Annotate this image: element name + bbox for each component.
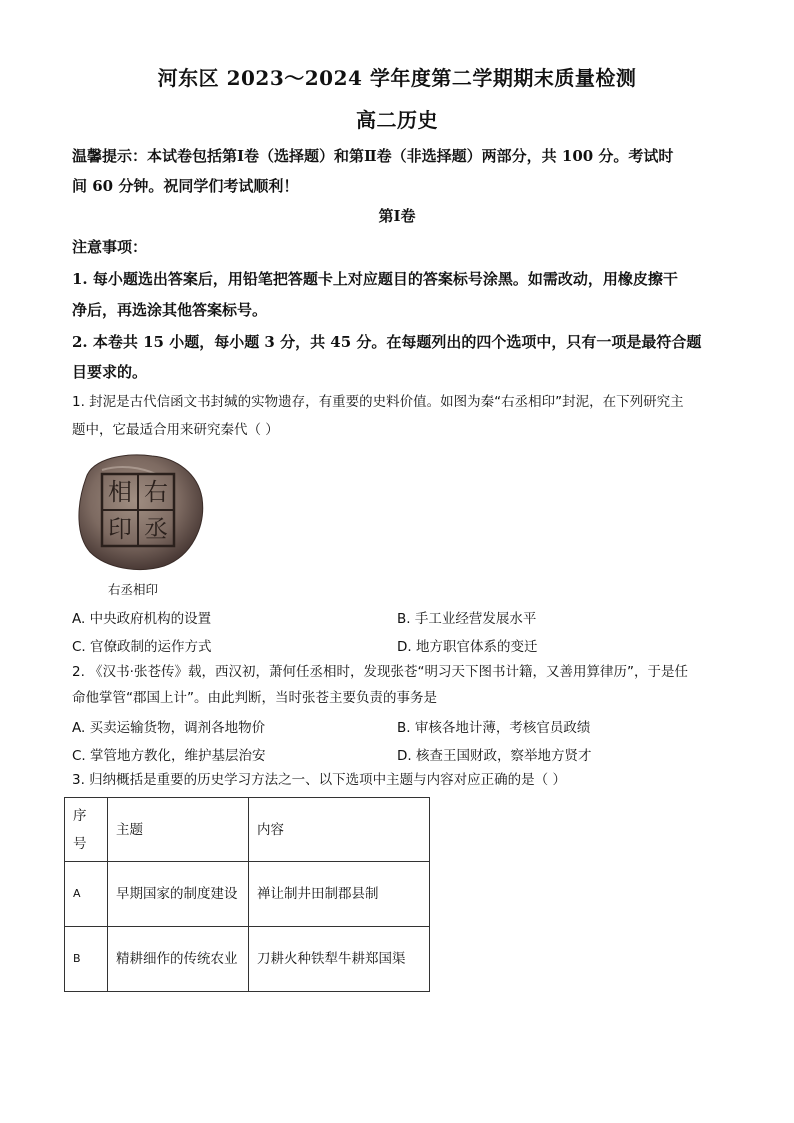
table-row	[65, 927, 430, 992]
row-a-topic: 早期国家的制度建设	[108, 862, 249, 927]
notice-line-2: 间 60 分钟。祝同学们考试顺利！	[72, 177, 299, 195]
q2-option-c: C. 掌管地方教化，维护基层治安	[72, 748, 266, 764]
row-b-topic: 精耕细作的传统农业	[108, 927, 249, 992]
table-row	[65, 862, 430, 927]
note-2-line-2: 目要求的。	[72, 363, 148, 381]
notice-line-1: 温馨提示：本试卷包括第Ⅰ卷（选择题）和第Ⅱ卷（非选择题）两部分，共 100 分。考试时	[72, 147, 674, 165]
q1-option-b: B. 手工业经营发展水平	[397, 611, 537, 627]
notes-heading: 注意事项：	[72, 238, 148, 256]
row-a-content: 禅让制井田制郡县制	[249, 862, 430, 927]
q3-stem: 3. 归纳概括是重要的历史学习方法之一、以下选项中主题与内容对应正确的是（ ）	[72, 772, 566, 788]
q1-option-d: D. 地方职官体系的变迁	[397, 639, 538, 655]
note-2-line-1: 2. 本卷共 15 小题，每小题 3 分，共 45 分。在每题列出的四个选项中，只有一项是最符合题	[72, 333, 702, 351]
q2-option-b: B. 审核各地计薄，考核官员政绩	[397, 720, 591, 736]
q2-stem-line-1: 2. 《汉书·张苍传》载，西汉初，萧何任丞相时，发现张苍“明习天下图书计籍，又善用算律历”，于是任	[72, 664, 688, 680]
note-1-line-2: 净后，再选涂其他答案标号。	[72, 301, 268, 319]
seal-char-4: 印	[108, 515, 132, 543]
exam-subtitle: 高二历史	[356, 108, 438, 132]
table-header-row	[65, 798, 430, 862]
row-a-id: A	[65, 862, 108, 927]
section-title: 第Ⅰ卷	[378, 207, 416, 225]
q2-option-a: A. 买卖运输货物，调剂各地物价	[72, 720, 266, 736]
q1-stem-line-2: 题中，它最适合用来研究秦代（ ）	[72, 422, 279, 438]
header-cell-content: 内容	[249, 798, 430, 862]
header-id-label: 序号	[73, 807, 87, 852]
q2-stem-line-2: 命他掌管“郡国上计”。由此判断，当时张苍主要负责的事务是	[72, 690, 437, 706]
exam-title: 河东区 2023～2024 学年度第二学期期末质量检测	[157, 66, 637, 90]
seal-caption: 右丞相印	[108, 582, 159, 597]
seal-char-3: 相	[108, 478, 132, 506]
q1-option-c: C. 官僚政制的运作方式	[72, 639, 212, 655]
seal-char-2: 丞	[144, 515, 168, 543]
seal-image	[72, 448, 206, 574]
q1-stem-line-1: 1. 封泥是古代信函文书封缄的实物遗存，有重要的史料价值。如图为秦“右丞相印”封泥，在下列研究主	[72, 394, 684, 410]
q1-option-a: A. 中央政府机构的设置	[72, 611, 212, 627]
header-cell-topic: 主题	[108, 798, 249, 862]
note-1-line-1: 1. 每小题选出答案后，用铅笔把答题卡上对应题目的答案标号涂黑。如需改动，用橡皮擦干	[72, 270, 678, 288]
q3-table	[64, 797, 430, 992]
row-b-content: 刀耕火种铁犁牛耕郑国渠	[249, 927, 430, 992]
header-cell-id	[65, 798, 108, 862]
seal-char-1: 右	[144, 478, 168, 506]
row-b-id: B	[65, 927, 108, 992]
q2-option-d: D. 核查王国财政，察举地方贤才	[397, 748, 592, 764]
